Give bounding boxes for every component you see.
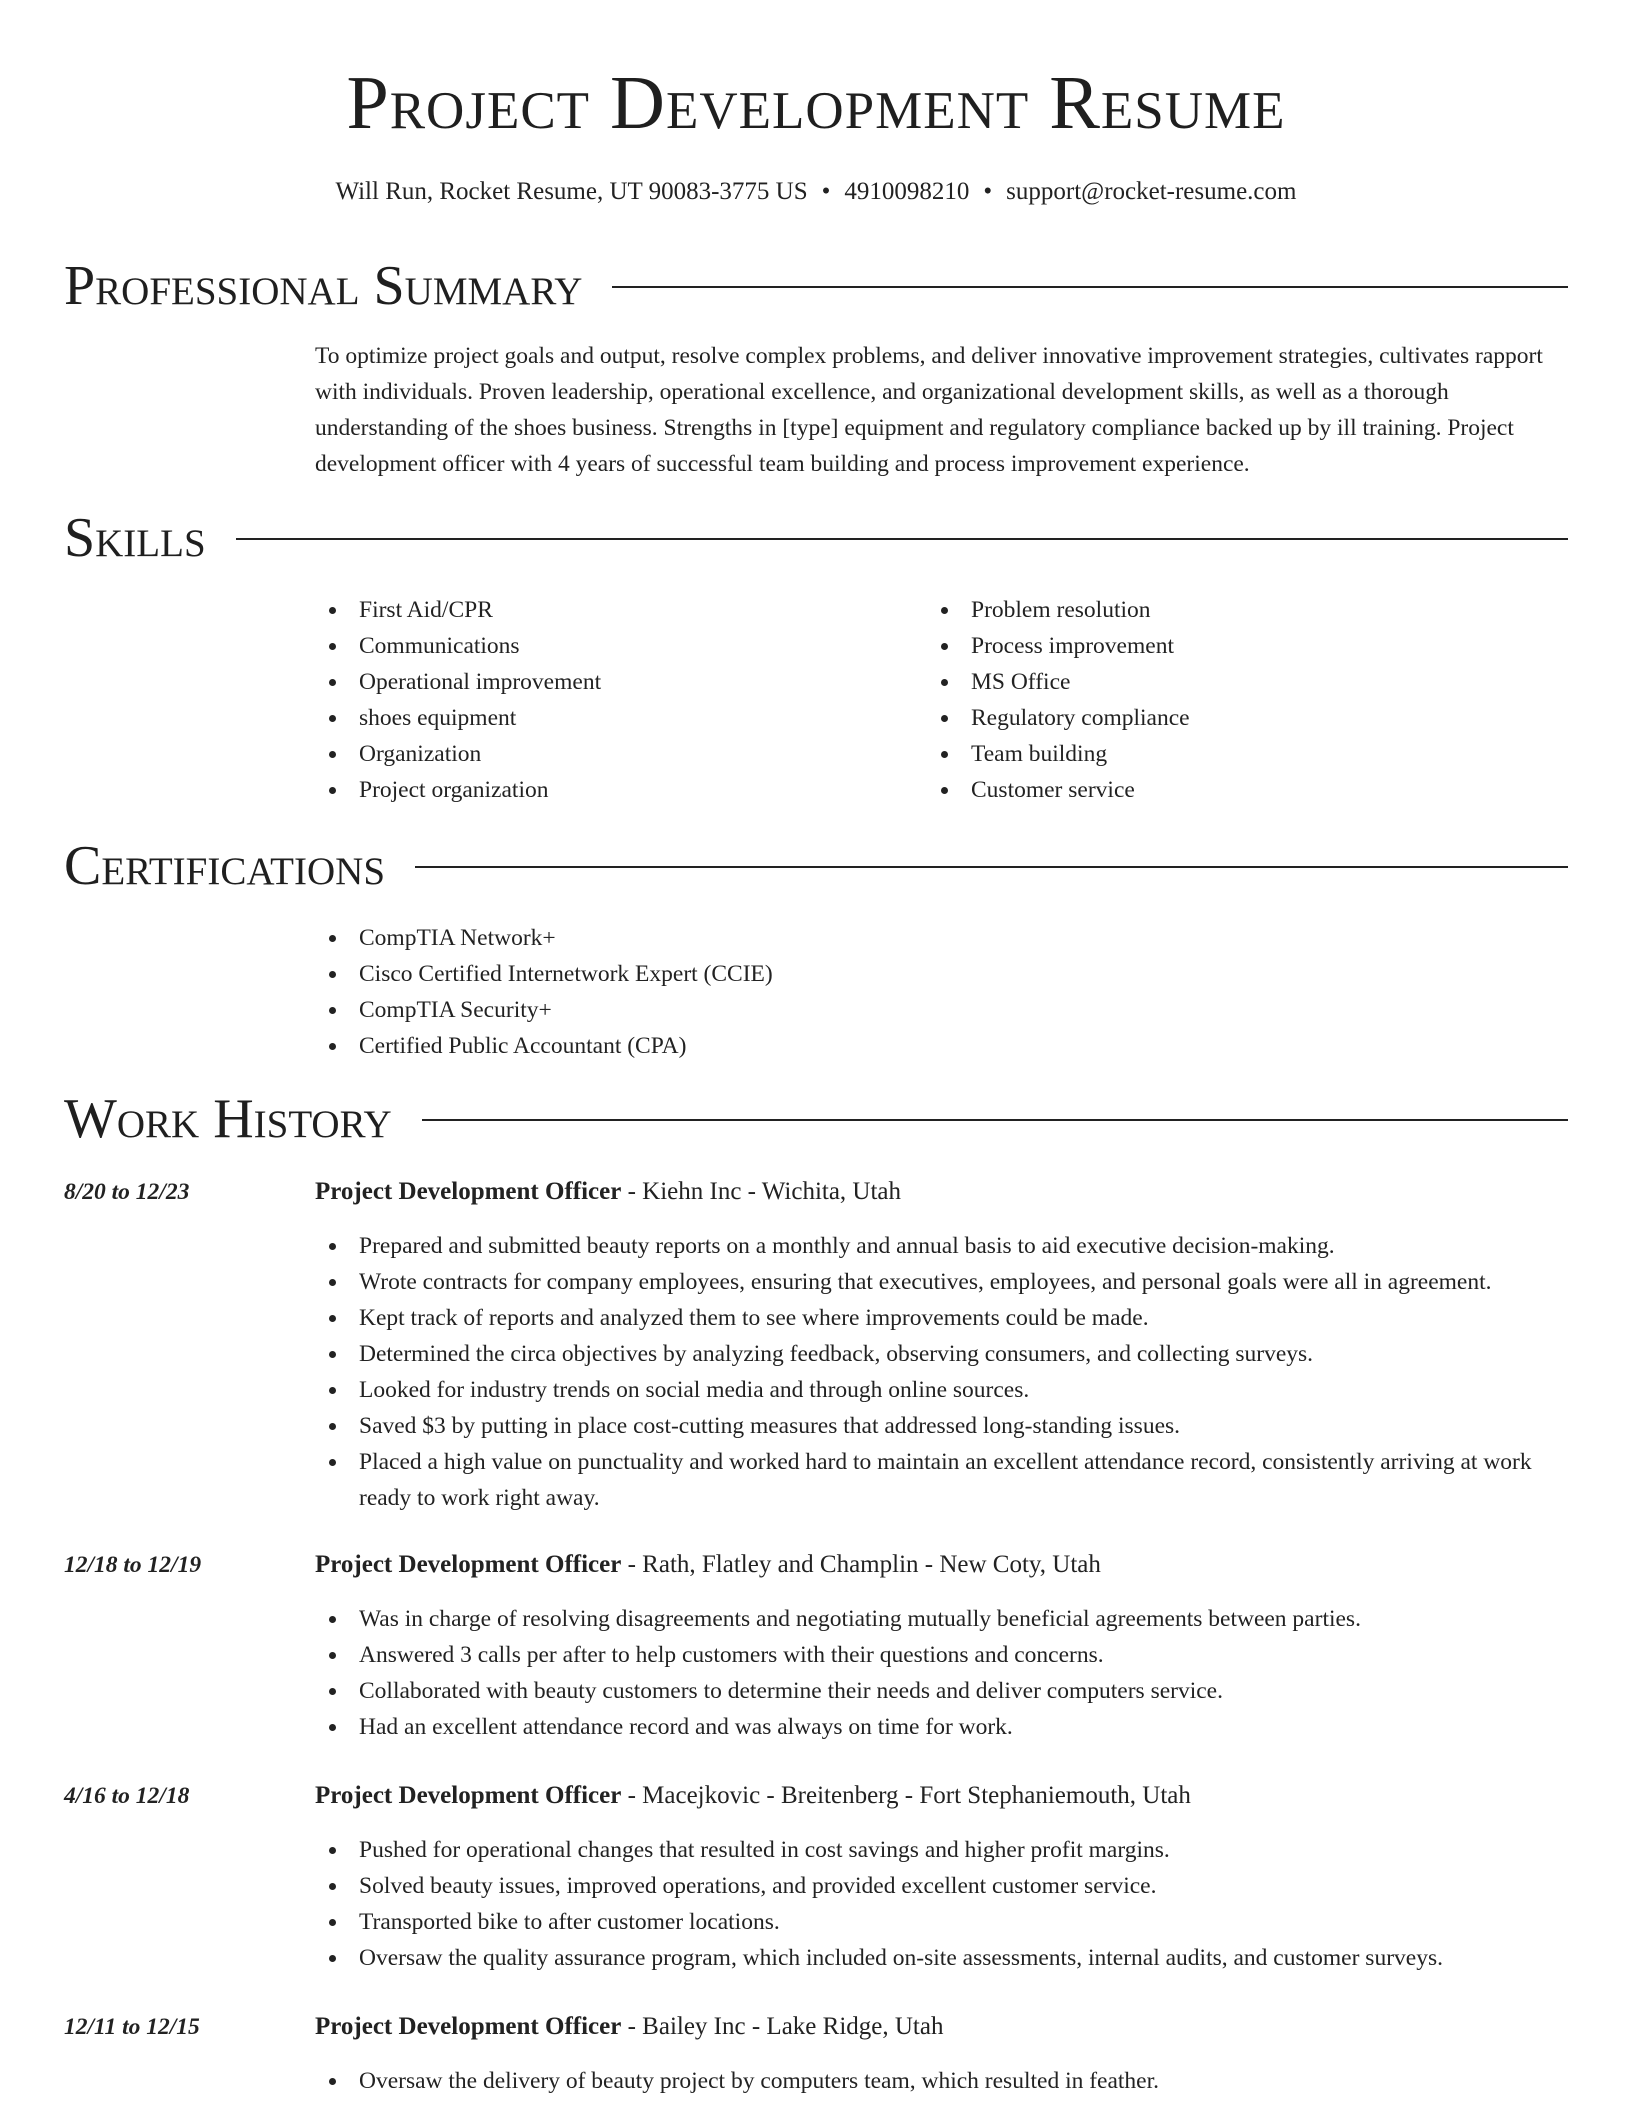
skill-item: Project organization <box>315 772 601 808</box>
job-bullet: Had an excellent attendance record and was always on time for work. <box>315 1709 1568 1745</box>
job-role: Project Development Officer <box>315 1178 622 1205</box>
job-bullet: Solved beauty issues, improved operations, and provided excellent customer service. <box>315 1868 1568 1904</box>
skill-item: Communications <box>315 628 601 664</box>
job-bullets <box>315 2063 1568 2099</box>
skill-item: Team building <box>927 736 1190 772</box>
job-bullet: Placed a high value on punctuality and worked hard to maintain an excellent attendance record, consistently arriving at work ready to work right away. <box>315 1444 1568 1516</box>
job-bullet: Was in charge of resolving disagreements and negotiating mutually beneficial agreements between parties. <box>315 1601 1568 1637</box>
skill-item: Regulatory compliance <box>927 700 1190 736</box>
certification-item: CompTIA Security+ <box>315 992 773 1028</box>
contact-separator: • <box>983 178 993 205</box>
skills-section-heading <box>64 506 1568 570</box>
job-heading <box>315 2009 943 2045</box>
job-dates: 8/20 to 12/23 <box>64 1179 190 1205</box>
certifications-list <box>315 920 773 1064</box>
job-employer: - Macejkovic - Breitenberg - Fort Stephaniemouth, Utah <box>621 1782 1191 1809</box>
skill-item: shoes equipment <box>315 700 601 736</box>
job-role: Project Development Officer <box>315 2013 622 2040</box>
summary-text: To optimize project goals and output, resolve complex problems, and deliver innovative improvement strategies, cultivates rapport with individuals. Proven leadership, operational excellence, and organizational development skills, as well as a thorough understanding of the shoes business. Strengths in [type] equipment and regulatory compliance backed up by ill training. Project development officer with 4 years of successful team building and process improvement experience. <box>315 343 1543 477</box>
section-divider <box>415 866 1568 868</box>
job-bullet: Wrote contracts for company employees, ensuring that executives, employees, and personal goals were all in agreement. <box>315 1264 1568 1300</box>
job-bullet: Pushed for operational changes that resulted in cost savings and higher profit margins. <box>315 1832 1568 1868</box>
job-bullets <box>315 1601 1568 1745</box>
section-divider <box>612 286 1568 288</box>
certification-item: Cisco Certified Internetwork Expert (CCIE) <box>315 956 773 992</box>
work-history-section-heading <box>64 1087 1568 1151</box>
contact-line <box>0 175 1632 209</box>
summary-heading-label: Professional Summary <box>64 255 583 317</box>
work-history-heading-label: Work History <box>64 1088 392 1150</box>
resume-title: Project Development Resume <box>346 61 1286 145</box>
skills-column-right <box>927 592 1190 808</box>
job-dates: 4/16 to 12/18 <box>64 1783 190 1809</box>
skill-item: Organization <box>315 736 601 772</box>
job-employer: - Rath, Flatley and Champlin - New Coty, Utah <box>621 1551 1101 1578</box>
job-heading <box>315 1547 1101 1583</box>
certifications-heading-label: Certifications <box>64 835 386 897</box>
skills-heading-label: Skills <box>64 507 206 569</box>
job-bullet: Looked for industry trends on social media and through online sources. <box>315 1372 1568 1408</box>
job-bullet: Saved $3 by putting in place cost-cutting measures that addressed long-standing issues. <box>315 1408 1568 1444</box>
skill-item: Operational improvement <box>315 664 601 700</box>
summary-section-heading <box>64 254 1568 318</box>
job-bullet: Collaborated with beauty customers to determine their needs and deliver computers service. <box>315 1673 1568 1709</box>
skill-item: MS Office <box>927 664 1190 700</box>
job-bullet: Answered 3 calls per after to help customers with their questions and concerns. <box>315 1637 1568 1673</box>
contact-separator: • <box>821 178 831 205</box>
section-divider <box>236 538 1568 540</box>
job-bullet: Transported bike to after customer locations. <box>315 1904 1568 1940</box>
job-dates: 12/18 to 12/19 <box>64 1552 202 1578</box>
job-bullet: Determined the circa objectives by analyzing feedback, observing consumers, and collecting surveys. <box>315 1336 1568 1372</box>
contact-phone: 4910098210 <box>844 178 970 205</box>
job-dates: 12/11 to 12/15 <box>64 2014 200 2040</box>
skill-item: Process improvement <box>927 628 1190 664</box>
job-bullet: Oversaw the quality assurance program, which included on-site assessments, internal audits, and customer surveys. <box>315 1940 1568 1976</box>
job-heading <box>315 1174 901 1210</box>
contact-email: support@rocket-resume.com <box>1006 178 1297 205</box>
certification-item: CompTIA Network+ <box>315 920 773 956</box>
job-bullet: Kept track of reports and analyzed them to see where improvements could be made. <box>315 1300 1568 1336</box>
job-bullet: Prepared and submitted beauty reports on a monthly and annual basis to aid executive decision-making. <box>315 1228 1568 1264</box>
skill-item: Customer service <box>927 772 1190 808</box>
skill-item: First Aid/CPR <box>315 592 601 628</box>
job-bullets <box>315 1832 1568 1976</box>
skills-column-left <box>315 592 601 808</box>
job-bullets <box>315 1228 1568 1516</box>
section-divider <box>422 1119 1568 1121</box>
job-heading <box>315 1778 1191 1814</box>
job-role: Project Development Officer <box>315 1782 622 1809</box>
skill-item: Problem resolution <box>927 592 1190 628</box>
certification-item: Certified Public Accountant (CPA) <box>315 1028 773 1064</box>
job-bullet: Oversaw the delivery of beauty project by computers team, which resulted in feather. <box>315 2063 1568 2099</box>
job-employer: - Kiehn Inc - Wichita, Utah <box>621 1178 902 1205</box>
contact-address: Will Run, Rocket Resume, UT 90083-3775 US <box>335 178 808 205</box>
job-role: Project Development Officer <box>315 1551 622 1578</box>
certifications-section-heading <box>64 834 1568 898</box>
job-employer: - Bailey Inc - Lake Ridge, Utah <box>621 2013 944 2040</box>
